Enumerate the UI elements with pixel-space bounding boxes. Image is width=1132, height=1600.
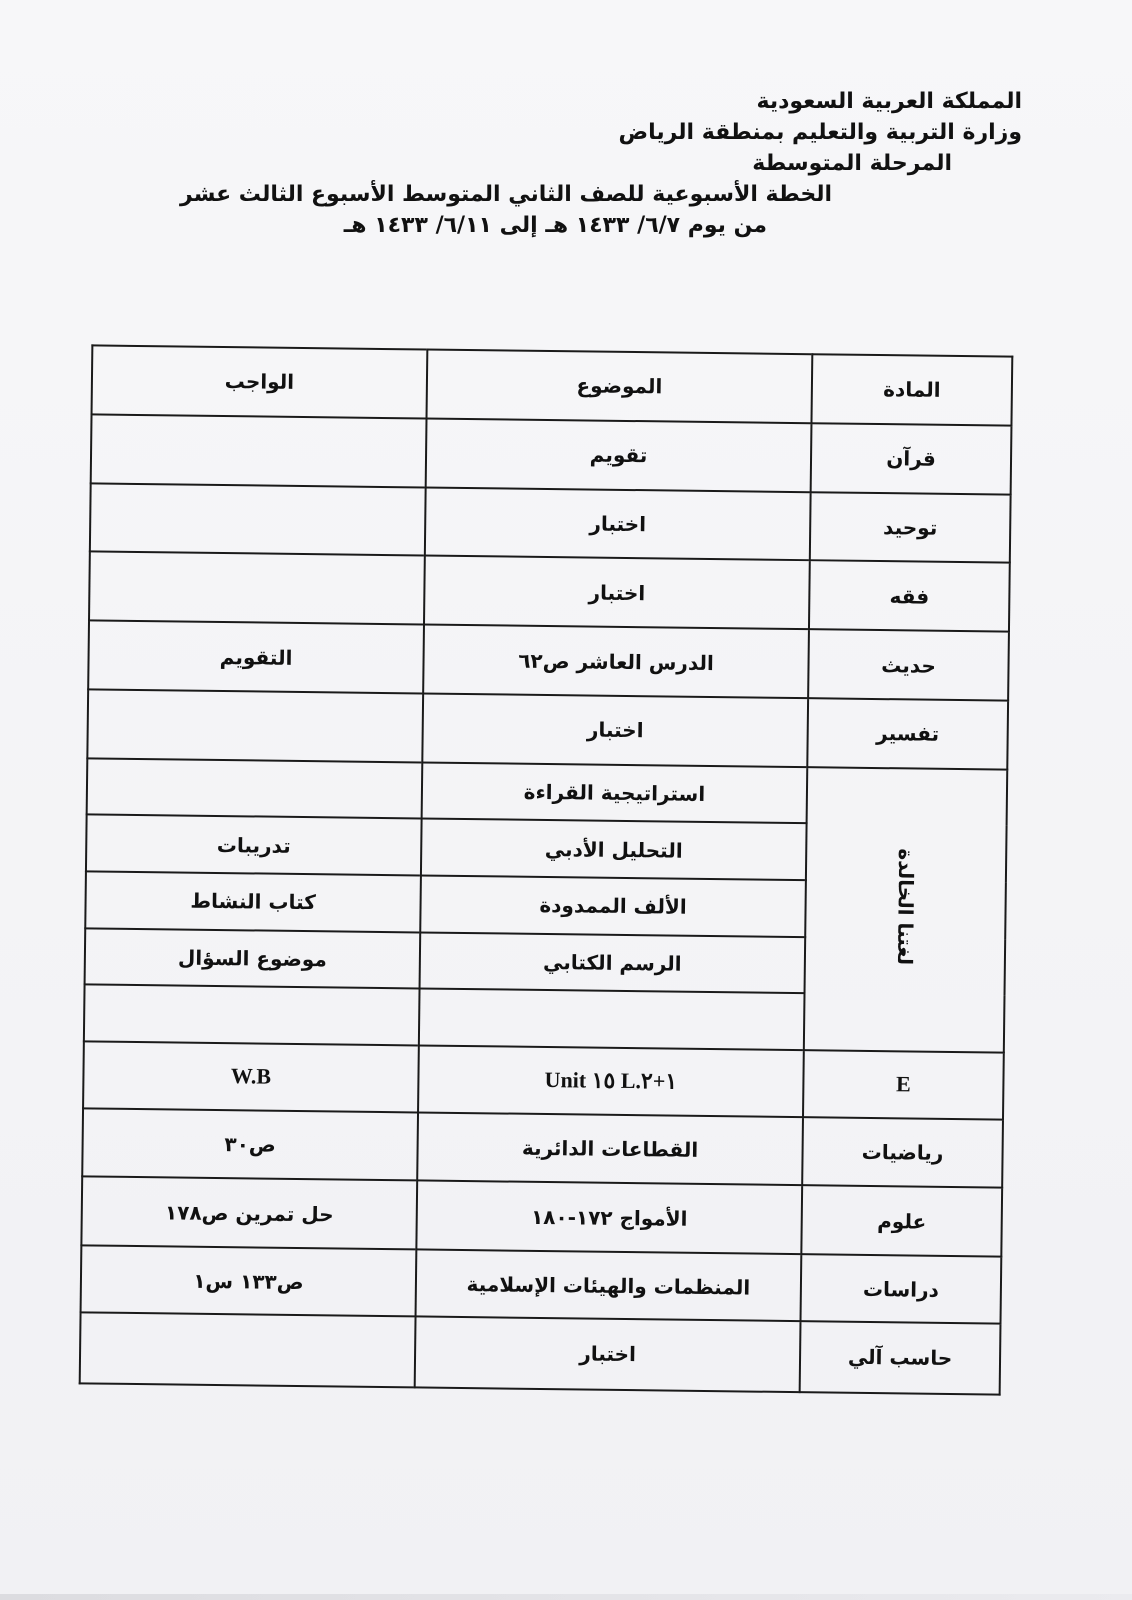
- topic-cell: اختبار: [425, 487, 811, 560]
- homework-cell: ص٣٠: [82, 1108, 418, 1181]
- homework-cell: التقويم: [88, 621, 424, 694]
- table-row: [91, 414, 1012, 494]
- homework-cell: ص١٣٣ س١: [81, 1246, 417, 1317]
- homework-cell: [83, 1041, 419, 1112]
- table-row: [83, 1041, 1004, 1119]
- subject-cell: دراسات: [801, 1254, 1002, 1323]
- homework-cell: [80, 1312, 416, 1387]
- table-row: [90, 483, 1011, 563]
- header-plan-title: الخطة الأسبوعية للصف الثاني المتوسط الأسبوع الثالث عشر: [180, 182, 832, 207]
- topic-cell: المنظمات والهيئات الإسلامية: [416, 1250, 802, 1321]
- homework-cell: [87, 689, 423, 762]
- scan-edge: [0, 1594, 1132, 1600]
- subject-cell: توحيد: [810, 492, 1011, 563]
- subject-cell: حديث: [808, 629, 1009, 700]
- table-row: [82, 1108, 1003, 1188]
- table-row: [88, 621, 1009, 701]
- homework-cell: تدريبات: [86, 815, 422, 876]
- document-header: [180, 86, 1022, 241]
- homework-text: W.B: [230, 1063, 272, 1089]
- table-header-row: [92, 345, 1013, 425]
- subject-cell: رياضيات: [802, 1117, 1003, 1188]
- table-row: [80, 1312, 1001, 1394]
- table-row: [81, 1246, 1002, 1324]
- homework-cell: موضوع السؤال: [85, 928, 421, 989]
- topic-cell: [419, 989, 805, 1050]
- table-row: [89, 552, 1010, 632]
- topic-cell: الألف الممدودة: [420, 875, 806, 936]
- homework-cell: [91, 414, 427, 487]
- subject-text: E: [895, 1071, 911, 1097]
- topic-cell: اختبار: [424, 556, 810, 629]
- subject-cell: حاسب آلي: [800, 1321, 1001, 1394]
- topic-cell: اختبار: [415, 1316, 801, 1392]
- header-ministry: وزارة التربية والتعليم بمنطقة الرياض: [618, 120, 1022, 145]
- header-stage: المرحلة المتوسطة: [752, 151, 952, 176]
- subject-cell: [803, 1050, 1004, 1119]
- homework-cell: حل تمرين ص١٧٨: [81, 1177, 417, 1250]
- homework-cell: [90, 483, 426, 556]
- weekly-plan-table: [79, 344, 1014, 1395]
- header-homework: الواجب: [92, 345, 428, 418]
- table-row: [81, 1177, 1002, 1257]
- header-subject: المادة: [811, 354, 1012, 425]
- topic-cell: القطاعات الدائرية: [417, 1112, 803, 1185]
- topic-cell: استراتيجية القراءة: [422, 762, 808, 823]
- table-row: [87, 689, 1008, 769]
- homework-cell: كتاب النشاط: [85, 871, 421, 932]
- homework-cell: [84, 985, 420, 1046]
- homework-cell: [89, 552, 425, 625]
- arabic-subject-cell: [804, 767, 1007, 1053]
- homework-cell: [87, 758, 423, 819]
- topic-text: Unit ١٥ L.١+٢: [544, 1067, 678, 1094]
- subject-cell: فقه: [809, 561, 1010, 632]
- topic-cell: الرسم الكتابي: [420, 932, 806, 993]
- topic-cell: التحليل الأدبي: [421, 819, 807, 880]
- subject-cell: علوم: [801, 1186, 1002, 1257]
- topic-cell: الأمواج ١٧٢-١٨٠: [416, 1181, 802, 1254]
- header-topic: الموضوع: [427, 350, 813, 423]
- topic-cell: اختبار: [422, 693, 808, 766]
- header-date-range: من يوم ٦/٧/ ١٤٣٣ هـ إلى ٦/١١/ ١٤٣٣ هـ: [343, 213, 767, 238]
- subject-cell: تفسير: [807, 698, 1008, 769]
- topic-cell: [418, 1045, 804, 1116]
- topic-cell: الدرس العاشر ص٦٢: [423, 625, 809, 698]
- header-kingdom: المملكة العربية السعودية: [756, 89, 1022, 114]
- subject-cell: قرآن: [811, 423, 1012, 494]
- topic-cell: تقويم: [426, 418, 812, 491]
- arabic-subject-label: لغتنا الخالدة: [892, 848, 919, 966]
